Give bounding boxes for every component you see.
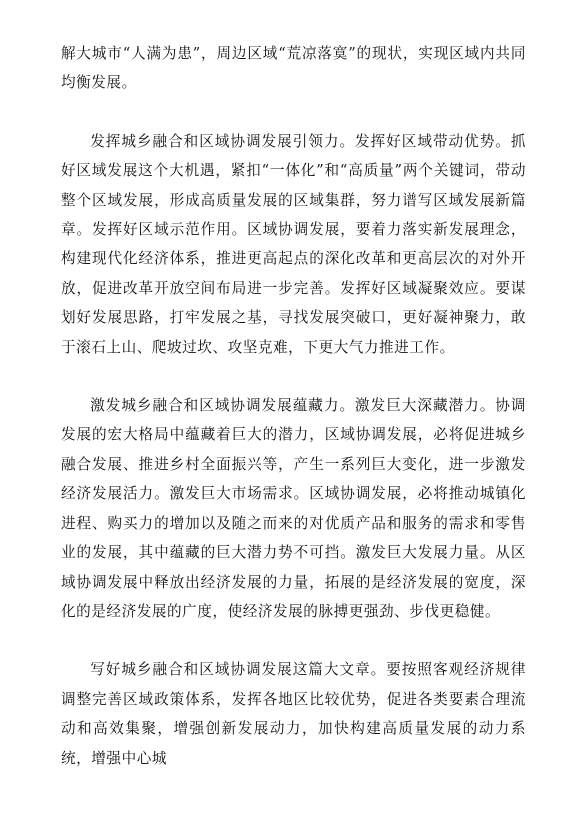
paragraph-gap (61, 362, 526, 391)
paragraph-guidance: 发挥城乡融合和区域协调发展引领力。发挥好区域带动优势。抓好区域发展这个大机遇，紧扣“一体化”和“高质量”两个关键词，带动整个区域发展，形成高质量发展的区域集群，努力谱写区域发展新篇章。发挥好区域示范作用。区域协调发展，要着力落实新发展理念，构建现代化经济体系，推进更高起点的深化改革和更高层次的对外开放，促进改革开放空间布局进一步完善。发挥好区域凝聚效应。要谋划好发展思路，打牢发展之基，寻找发展突破口，更好凝神聚力，敢于滚石上山、爬坡过坎、攻坚克难，下更大气力推进工作。 (61, 132, 526, 356)
paragraph-article: 写好城乡融合和区域协调发展这篇大文章。要按照客观经济规律调整完善区域政策体系，发挥各地区比较优势，促进各类要素合理流动和高效集聚，增强创新发展动力，加快构建高质量发展的动力系统，增强中心城 (61, 661, 526, 767)
paragraph-continuation: 解大城市“人满为患”，周边区域“荒凉落寞”的现状，实现区域内共同均衡发展。 (61, 45, 526, 92)
paragraph-potential: 激发城乡融合和区域协调发展蕴藏力。激发巨大深藏潜力。协调发展的宏大格局中蕴藏着巨大的潜力，区域协调发展，必将促进城乡融合发展、推进乡村全面振兴等，产生一系列巨大变化，进一步激发经济发展活力。激发巨大市场需求。区域协调发展，必将推动城镇化进程、购买力的增加以及随之而来的对优质产品和服务的需求和零售业的发展，其中蕴藏的巨大潜力势不可挡。激发巨大发展力量。从区域协调发展中释放出经济发展的力量，拓展的是经济发展的宽度，深化的是经济发展的广度，使经济发展的脉搏更强劲、步伐更稳健。 (61, 397, 526, 620)
paragraph-gap (61, 626, 526, 655)
paragraph-gap (61, 98, 526, 127)
